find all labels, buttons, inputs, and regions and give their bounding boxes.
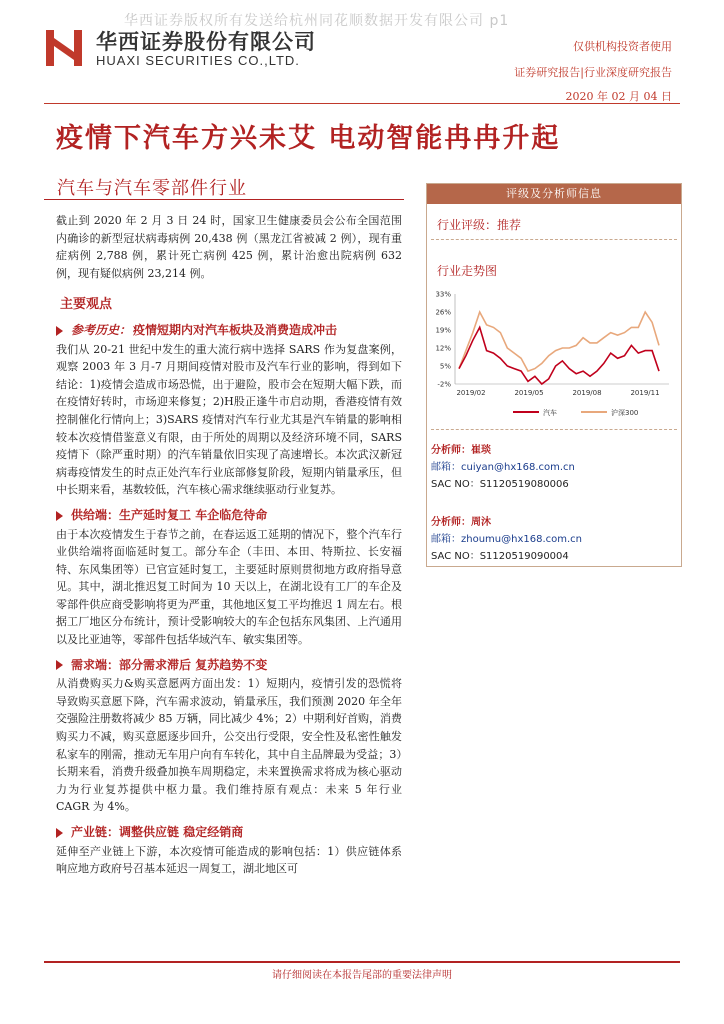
point-heading: 生产延时复工 车企临危待命	[119, 507, 268, 522]
analyst-name: 分析师：崔琰	[431, 445, 491, 456]
point-title	[56, 322, 402, 340]
analyst-email[interactable]: 邮箱：zhoumu@hx168.com.cn	[431, 534, 583, 545]
point-title	[56, 657, 402, 675]
y-tick-label: 12%	[435, 344, 451, 353]
main-points-heading: 主要观点	[60, 297, 113, 313]
footer-divider	[44, 961, 680, 963]
analyst-name: 分析师：周沐	[431, 517, 491, 528]
y-tick-label: 19%	[435, 326, 451, 335]
point-heading: 疫情短期内对汽车板块及消费造成冲击	[133, 322, 338, 337]
main-content	[56, 212, 402, 878]
report-title: 疫情下汽车方兴未艾 电动智能冉冉升起	[56, 123, 561, 154]
analyst-sac: SAC NO：S1120519090004	[431, 551, 569, 562]
audience-note: 仅供机构投资者使用	[573, 40, 672, 53]
point-body: 我们从 20-21 世纪中发生的重大流行病中选择 SARS 作为复盘案例，观察 2003 年 3 月-7 月期间疫情对股市及汽车行业的影响，得到如下结论：1)疫情会造成市场恐慌，出于避险，股市会在短期大幅下跌，而在疫情好转时，市场迎来修复；2)H股正逢牛市启动期，香港疫情有效控制催化行情向上；3)SARS 疫情对汽车行业尤其是汽车销量的影响相较本次疫情借鉴意义有限，由于所处的周期以及经济环境不同，SARS 疫情下（除严重时期）的汽车销量依旧实现了高速增长。本次武汉新冠病毒疫情发生的时点正处汽车行业底部修复阶段，短期内销量承压，但中长期来看，基数较低，汽车核心需求继续驱动行业复苏。	[56, 342, 402, 497]
company-name-en: HUAXI SECURITIES CO.,LTD.	[96, 53, 300, 68]
intro-paragraph: 截止到 2020 年 2 月 3 日 24 时，国家卫生健康委员会公布全国范围内确诊的新型冠状病毒病例 20,438 例（黑龙江省被减 2 例），现有重症病例 2,788 例，累计死亡病例 425 例，累计治愈出院病例 632 例，现有疑似病例 23,214 例。	[56, 214, 402, 280]
x-tick-label: 2019/05	[514, 389, 544, 397]
report-type: 证券研究报告|行业深度研究报告	[514, 66, 672, 79]
point-heading: 部分需求滞后 复苏趋势不变	[119, 657, 268, 672]
rating-divider	[431, 239, 677, 240]
chart-divider	[431, 429, 677, 430]
point-lead: 供给端：	[71, 507, 120, 522]
point-title	[56, 507, 402, 525]
triangle-bullet-icon	[56, 511, 63, 521]
rating-sidebar	[426, 183, 682, 567]
y-tick-label: -2%	[437, 380, 451, 389]
series-line-auto	[459, 327, 659, 384]
analyst-email[interactable]: 邮箱：cuiyan@hx168.com.cn	[431, 462, 575, 473]
point-body: 延伸至产业链上下游，本次疫情可能造成的影响包括：1）供应链体系响应地方政府号召基本延迟一周复工，湖北地区可	[56, 844, 402, 876]
x-tick-label: 2019/02	[456, 389, 486, 397]
huaxi-logo-icon	[44, 28, 84, 68]
triangle-bullet-icon	[56, 326, 63, 336]
x-tick-label: 2019/08	[572, 389, 602, 397]
header-divider	[44, 103, 680, 104]
point-body: 由于本次疫情发生于春节之前，在春运返工延期的情况下，整个汽车行业供给端将面临延时复工。部分车企（丰田、本田、特斯拉、长安福特、东风集团等）已官宣延时复工，主要延时原则贯彻地方政府指导意见。其中，湖北推迟复工时间为 10 天以上，在湖北设有工厂的车企及零部件供应商受影响将更为严重，其他地区复工平均推迟 1 周左右。根据工厂地区分布统计，预计受影响较大的车企包括东风集团、上汽通用以及比亚迪等，零部件包括华域汽车、敏实集团等。	[56, 527, 402, 647]
legend-label-hs300: 沪深300	[611, 409, 639, 417]
series-line-hs300	[459, 312, 659, 371]
company-name-cn: 华西证券股份有限公司	[96, 30, 316, 54]
report-date: 2020 年 02 月 04 日	[565, 90, 672, 103]
trend-chart-title: 行业走势图	[437, 264, 498, 278]
industry-name: 汽车与汽车零部件行业	[57, 178, 247, 199]
point-lead: 需求端：	[71, 657, 120, 672]
analyst-card	[431, 442, 575, 493]
legend-label-auto: 汽车	[543, 409, 557, 417]
trend-chart	[429, 288, 679, 422]
triangle-bullet-icon	[56, 828, 63, 838]
point-lead: 产业链：	[71, 825, 120, 839]
x-tick-label: 2019/11	[630, 389, 660, 397]
point-body: 从消费购买力&购买意愿两方面出发：1）短期内，疫情引发的恐慌将导致购买意愿下降，汽车需求波动，销量承压，我们预测 2020 年全年交强险注册数将减少 85 万辆，同比减少 4%；2）中期利好首购，消费购买力不减，购买意愿逐步回升，公交出行受限，安全性及私密性触发私家车的刚需，推动无车用户向有车转化，其中自主品牌最为受益；3）长期来看，消费升级叠加换车周期稳定，未来置换需求将成为核心驱动力为行业复苏提供中枢力量。我们维持原有观点：未来 5 年行业 CAGR 为 4%。	[56, 677, 402, 814]
industry-divider	[44, 199, 404, 200]
legal-notice: 请仔细阅读在本报告尾部的重要法律声明	[272, 970, 452, 981]
analyst-card	[431, 514, 582, 565]
point-heading: 调整供应链 稳定经销商	[119, 825, 244, 839]
analyst-sac: SAC NO：S1120519080006	[431, 479, 569, 490]
triangle-bullet-icon	[56, 660, 63, 670]
point-title	[56, 824, 402, 842]
watermark: 华西证券版权所有发送给杭州同花顺数据开发有限公司 p1	[124, 13, 510, 29]
industry-rating: 行业评级：推荐	[437, 218, 522, 232]
y-tick-label: 33%	[435, 290, 451, 299]
point-lead: 参考历史：	[71, 322, 132, 337]
y-tick-label: 26%	[435, 308, 451, 317]
sidebar-header: 评级及分析师信息	[427, 184, 681, 204]
y-tick-label: 5%	[439, 362, 451, 371]
